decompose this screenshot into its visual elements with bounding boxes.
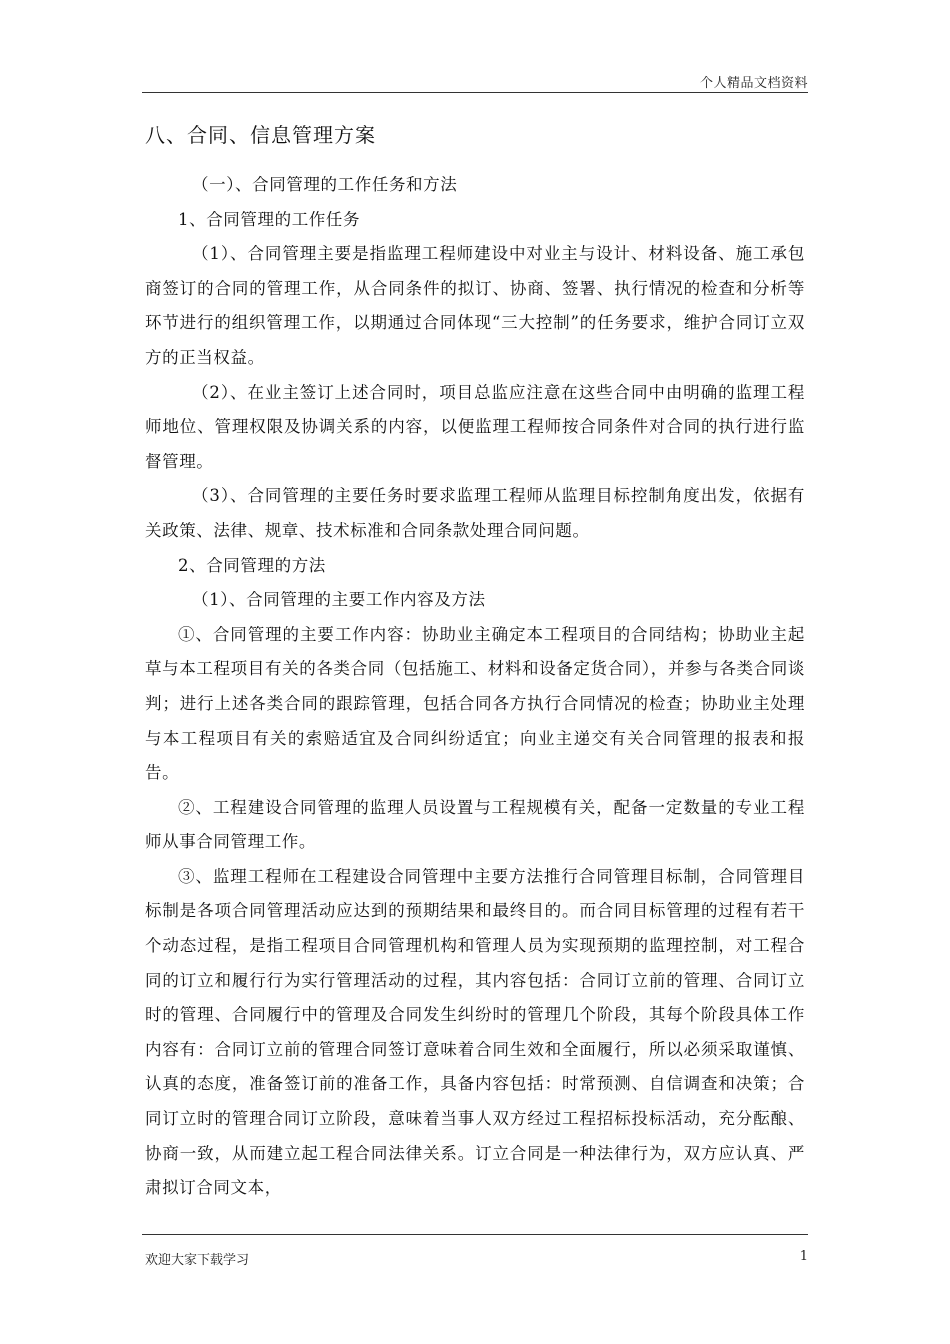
body-paragraph: ③、监理工程师在工程建设合同管理中主要方法推行合同管理目标制，合同管理目标制是各项合同管理活动应达到的预期结果和最终目的。而合同目标管理的过程有若干个动态过程，是指工程项目合同管理机构和管理人员为实现预期的监理控制，对工程合同的订立和履行行为实行管理活动的过程，其内容包括：合同订立前的管理、合同订立时的管理、合同履行中的管理及合同发生纠纷时的管理几个阶段，其每个阶段具体工作内容有：合同订立前的管理合同签订意味着合同生效和全面履行，所以必须采取谨慎、认真的态度，准备签订前的准备工作，具备内容包括：时常预测、自信调查和决策；合同订立时的管理合同订立阶段，意味着当事人双方经过工程招标投标活动，充分酝酿、协商一致，从而建立起工程合同法律关系。订立合同是一种法律行为，双方应认真、严肃拟订合同文本， <box>145 866 805 1198</box>
header-rule <box>142 92 808 93</box>
body-paragraph: （1）、合同管理主要是指监理工程师建设中对业主与设计、材料设备、施工承包商签订的合同的管理工作，从合同条件的拟订、协商、签署、执行情况的检查和分析等环节进行的组织管理工作，以期通过合同体现“三大控制”的任务要求，维护合同订立双方的正当权益。 <box>145 244 805 367</box>
body-paragraph: （3）、合同管理的主要任务时要求监理工程师从监理目标控制角度出发，依据有关政策、法律、规章、技术标准和合同条款处理合同问题。 <box>145 486 805 540</box>
header-text: 个人精品文档资料 <box>699 76 808 91</box>
section-title: 八、合同、信息管理方案 <box>145 123 376 147</box>
body-paragraph: （2）、在业主签订上述合同时，项目总监应注意在这些合同中由明确的监理工程师地位、管理权限及协调关系的内容，以便监理工程师按合同条件对合同的执行进行监督管理。 <box>145 382 805 471</box>
item-heading: 2、合同管理的方法 <box>178 555 326 575</box>
subsection-heading: （一）、合同管理的工作任务和方法 <box>192 175 458 194</box>
document-body <box>145 118 805 1206</box>
footer-text: 欢迎大家下载学习 <box>145 1253 250 1268</box>
item-heading: 1、合同管理的工作任务 <box>178 209 361 229</box>
sub-item-heading: （1）、合同管理的主要工作内容及方法 <box>192 590 486 610</box>
footer-rule <box>142 1234 808 1235</box>
body-paragraph: ①、合同管理的主要工作内容：协助业主确定本工程项目的合同结构；协助业主起草与本工程项目有关的各类合同（包括施工、材料和设备定货合同），并参与各类合同谈判；进行上述各类合同的跟踪管理，包括合同各方执行合同情况的检查；协助业主处理与本工程项目有关的索赔适宜及合同纠纷适宜；向业主递交有关合同管理的报表和报告。 <box>145 624 805 783</box>
body-paragraph: ②、工程建设合同管理的监理人员设置与工程规模有关，配备一定数量的专业工程师从事合同管理工作。 <box>145 797 805 852</box>
page-number: 1 <box>799 1249 808 1264</box>
